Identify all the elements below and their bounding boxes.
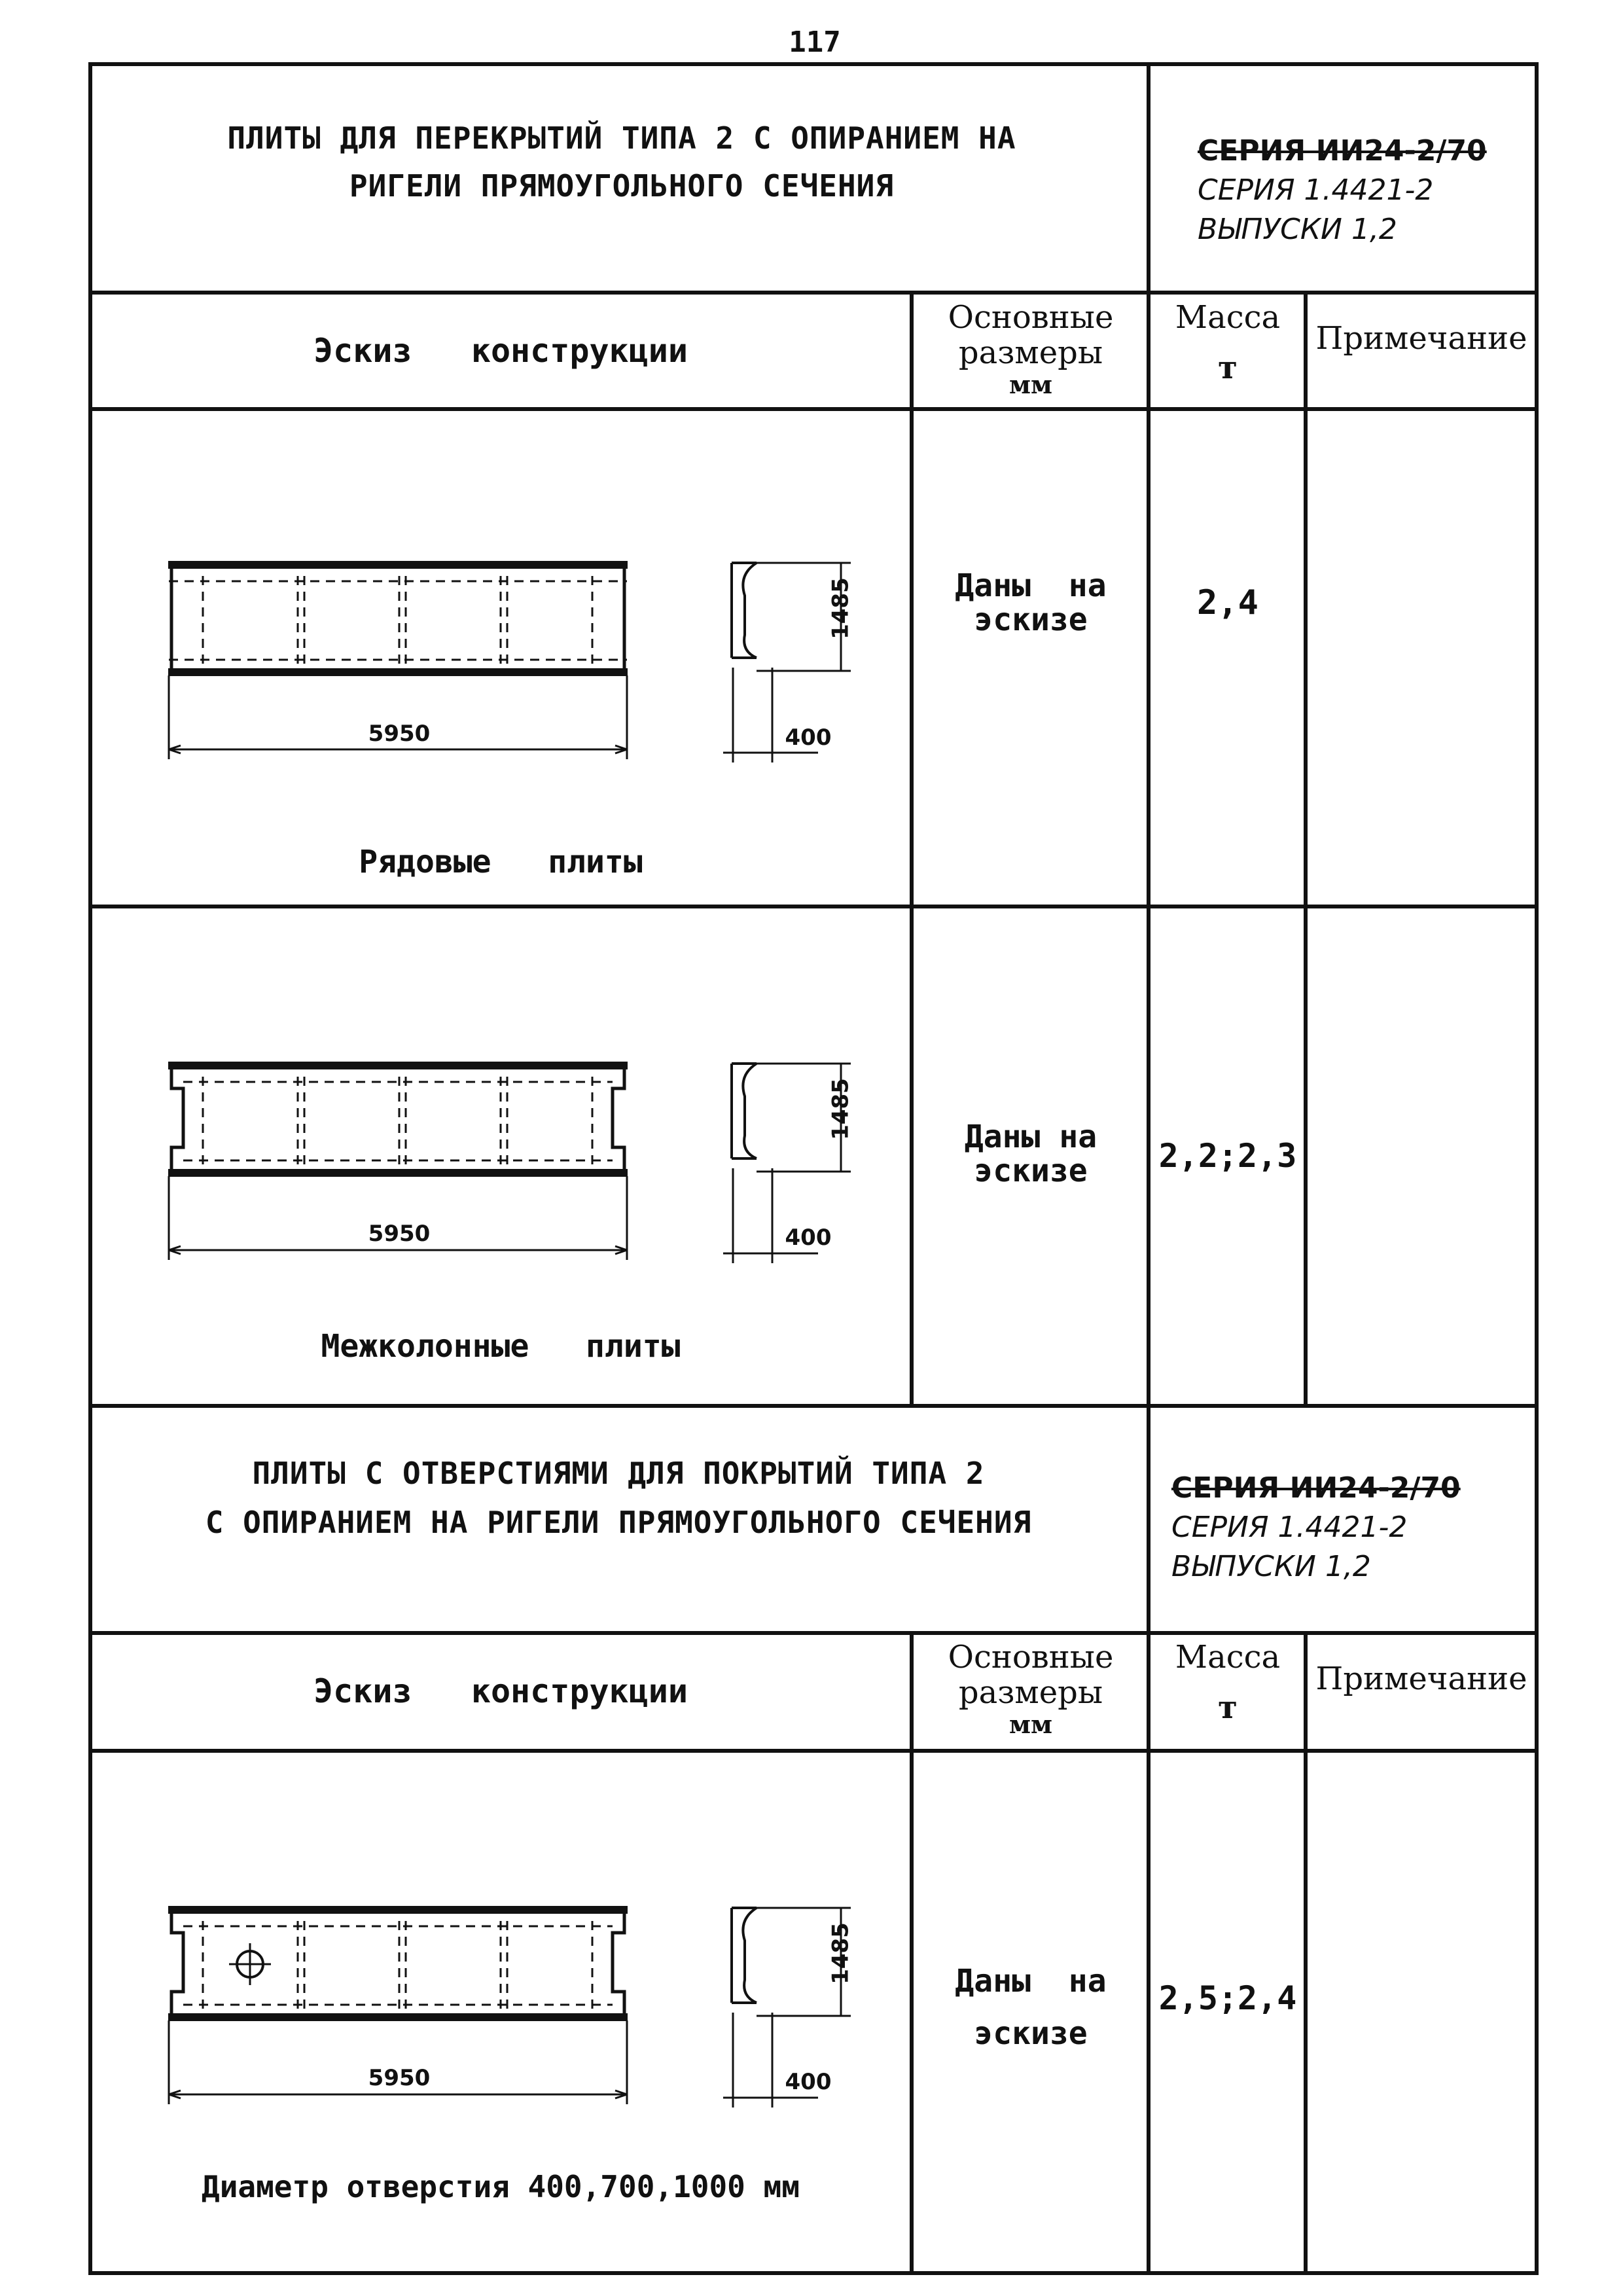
intercolumn-mass: 2,2;2,3 [1158,1137,1297,1175]
ordinary-height-dim: 1485 [827,577,854,639]
section1-title-line1: ПЛИТЫ ДЛЯ ПЕРЕКРЫТИЙ ТИПА 2 С ОПИРАНИЕМ НА [227,120,1016,156]
intercolumn-height-dim: 1485 [827,1078,854,1140]
header-mass-line1: Масса [1175,299,1281,336]
opening-length-dim: 5950 [368,2065,431,2091]
ordinary-dims-line1: Даны на [955,567,1107,604]
section1-title-line2: РИГЕЛИ ПРЯМОУГОЛЬНОГО СЕЧЕНИЯ [349,168,895,204]
section2-title-line2: С ОПИРАНИЕМ НА РИГЕЛИ ПРЯМОУГОЛЬНОГО СЕЧЕНИЯ [205,1505,1032,1540]
ordinary-slab-caption: Рядовые плиты [359,844,643,880]
header2-sketch: Эскиз конструкции [313,1672,688,1710]
section2-title-line1: ПЛИТЫ С ОТВЕРСТИЯМИ ДЛЯ ПОКРЫТИЙ ТИПА 2 [252,1456,985,1491]
ordinary-mass: 2,4 [1197,583,1258,622]
page-number: 117 [789,26,841,59]
header-mass-line2: т [1218,350,1238,386]
intercolumn-width-dim: 400 [785,1225,832,1251]
section1-series-old: СЕРИЯ ИИ24-2/70 [1198,134,1487,168]
header2-dims-line3: мм [1008,1710,1053,1739]
ordinary-dims-line2: эскизе [974,601,1088,638]
header2-note: Примечание [1315,1660,1527,1697]
section2-issues: ВЫПУСКИ 1,2 [1171,1550,1371,1583]
intercolumn-dims-line1: Даны на [964,1119,1097,1155]
opening-width-dim: 400 [785,2069,832,2095]
header-dims-line2: размеры [958,334,1103,371]
opening-diameter-caption: Диаметр отверстия 400,700,1000 мм [202,2169,800,2204]
header-note: Примечание [1315,320,1527,357]
header-dims-line3: мм [1008,370,1053,399]
intercolumn-slab-caption: Межколонные плиты [321,1328,681,1365]
opening-dims-line1: Даны на [955,1963,1107,2000]
section1-issues: ВЫПУСКИ 1,2 [1198,213,1397,246]
header2-mass-line1: Масса [1175,1639,1281,1676]
ordinary-width-dim: 400 [785,725,832,751]
intercolumn-dims-line2: эскизе [974,1153,1088,1189]
header2-dims-line2: размеры [958,1674,1103,1711]
header-sketch: Эскиз конструкции [313,332,688,370]
section2-series-new: СЕРИЯ 1.4421-2 [1171,1511,1408,1544]
header-dims-line1: Основные [948,299,1114,336]
opening-dims-line2: эскизе [974,2015,1088,2052]
section1-series-new: СЕРИЯ 1.4421-2 [1198,173,1434,207]
header2-mass-line2: т [1218,1689,1238,1726]
opening-height-dim: 1485 [827,1922,854,1984]
section2-series-old: СЕРИЯ ИИ24-2/70 [1171,1471,1461,1505]
opening-mass: 2,5;2,4 [1158,1979,1297,2017]
intercolumn-length-dim: 5950 [368,1221,431,1247]
header2-dims-line1: Основные [948,1639,1114,1676]
ordinary-length-dim: 5950 [368,721,431,747]
